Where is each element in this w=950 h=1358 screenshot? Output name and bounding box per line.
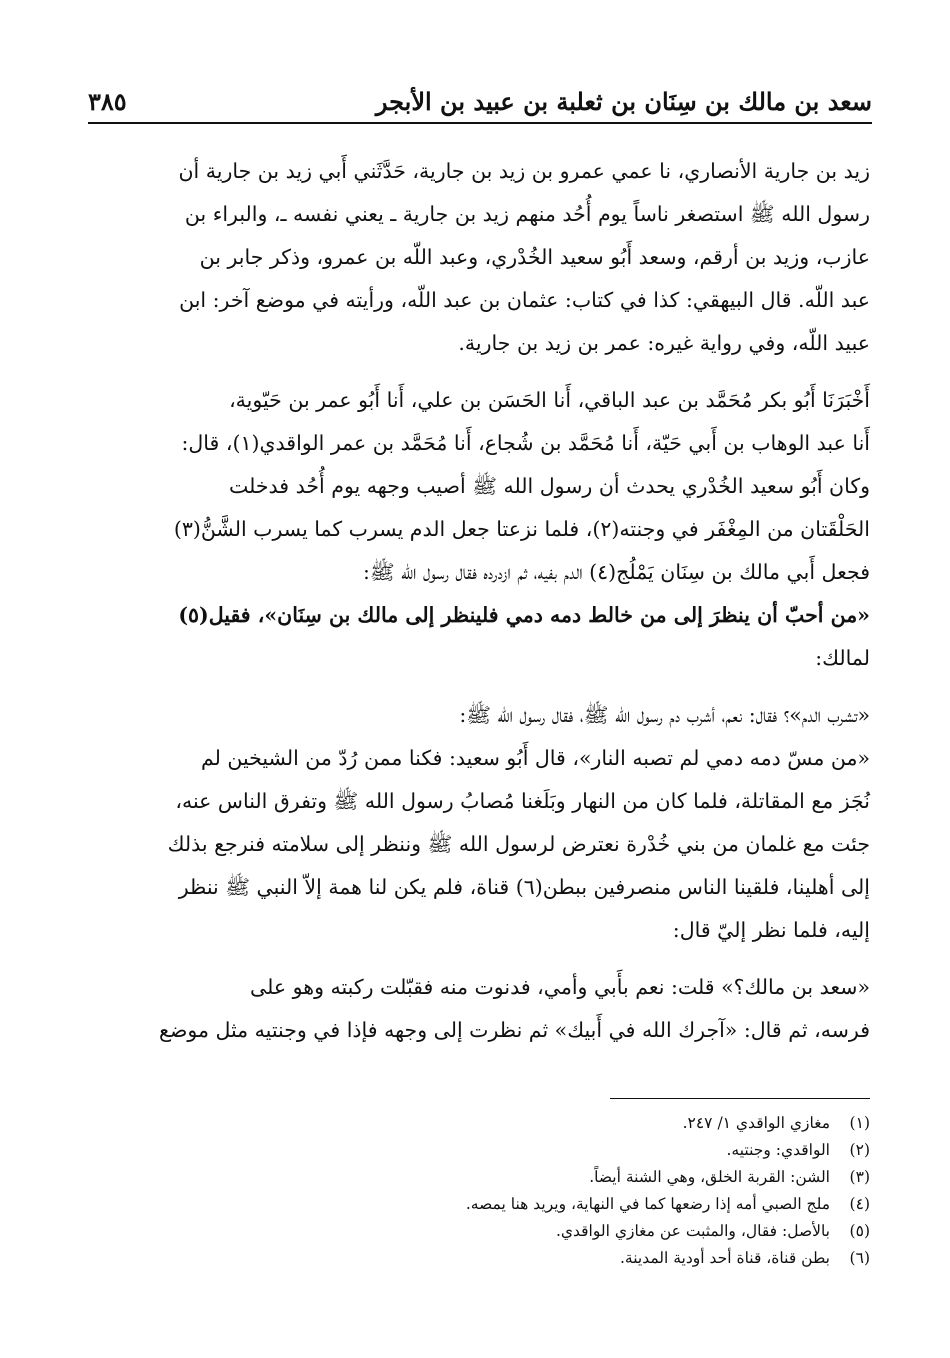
footnote	[92, 1110, 870, 1137]
footnote-text: الواقدي: وجنتيه.	[726, 1141, 830, 1159]
footnote	[92, 1218, 870, 1245]
text-line: «من أحبّ أن ينظرَ إلى من خالط دمه دمي فلينظر إلى مالك بن سِنَان»، فقيل(٥)	[178, 603, 870, 627]
footnote-text: الشن: القربة الخلق، وهي الشنة أيضاً.	[589, 1168, 830, 1186]
text-line: وكان أَبُو سعيد الخُدْري يحدث أن رسول الله ﷺ أصيب وجهه يوم أُحُد فدخلت	[228, 474, 870, 498]
paragraph-5	[92, 737, 870, 952]
paragraph-1	[92, 150, 870, 365]
text-line: «من مسّ دمه دمي لم تصبه النار»، قال أَبُو سعيد: فكنا ممن رُدّ من الشيخين لم	[200, 746, 870, 770]
paragraph-2	[92, 379, 870, 594]
footnote-number: (٤)	[849, 1195, 870, 1213]
text-line: عبيد اللّه، وفي رواية غيره: عمر بن زيد بن جارية.	[458, 331, 870, 355]
text-line: عازب، وزيد بن أرقم، وسعد أَبُو سعيد الخُدْري، وعبد اللّه بن عمرو، وذكر جابر بن	[199, 245, 870, 269]
text-line: لمالك:	[815, 646, 870, 670]
running-title: سعد بن مالك بن سِنَان بن ثعلبة بن عبيد بن الأبجر	[375, 87, 872, 116]
page-header	[88, 78, 872, 124]
footnote-divider	[610, 1098, 870, 1099]
footnote-text: بالأصل: فقال، والمثبت عن مغازي الواقدي.	[555, 1222, 830, 1240]
main-text	[92, 150, 870, 1052]
footnote-text: بطن قناة، قناة أحد أودية المدينة.	[619, 1249, 830, 1267]
footnote	[92, 1164, 870, 1191]
text-line: جئت مع غلمان من بني خُدْرة نعترض لرسول الله ﷺ وننظر إلى سلامته فنرجع بذلك	[167, 832, 870, 856]
footnote	[92, 1245, 870, 1272]
text-line: زيد بن جارية الأنصاري، نا عمي عمرو بن زيد بن جارية، حَدَّثَني أَبي زيد بن جارية أن	[178, 159, 870, 183]
footnote-number: (٥)	[849, 1222, 870, 1240]
footnote	[92, 1191, 870, 1218]
text-line: أَخْبَرَنَا أَبُو بكر مُحَمَّد بن عبد الباقي، أَنا الحَسَن بن علي، أَنا أَبُو عمر بن حَيّوية،	[229, 388, 870, 412]
text-line: «سعد بن مالك؟» قلت: نعم بأَبي وأمي، فدنوت منه فقبّلت ركبته وهو على	[250, 975, 870, 999]
text-line: نُجَز مع المقاتلة، فلما كان من النهار وبَلَغنا مُصابُ رسول الله ﷺ وتفرق الناس عنه،	[175, 789, 870, 813]
paragraph-4	[92, 694, 870, 737]
text-line: فرسه، ثم قال: «آجرك الله في أَبيك» ثم نظرت إلى وجهه فإذا في وجنتيه مثل موضع	[159, 1018, 870, 1042]
text-line: إلى أهلينا، فلقينا الناس منصرفين ببطن(٦) قناة، فلم يكن لنا همة إلاّ النبي ﷺ ننظر	[178, 875, 870, 899]
text-line: فجعل أَبي مالك بن سِنَان يَمْلُج(٤) الدم بفيه، ثم ازدرده فقال رسول الله ﷺ:	[362, 560, 870, 584]
text-line: عبد اللّه. قال البيهقي: كذا في كتاب: عثمان بن عبد اللّه، ورأيته في موضع آخر: ابن	[179, 288, 870, 312]
page-number: ٣٨٥	[88, 87, 127, 116]
footnote-number: (٣)	[849, 1168, 870, 1186]
footnote-number: (١)	[849, 1114, 870, 1132]
footnote-number: (٢)	[849, 1141, 870, 1159]
paragraph-3	[92, 594, 870, 680]
footnote-text: مغازي الواقدي ١/ ٢٤٧.	[682, 1114, 830, 1132]
footnote-text: ملج الصبي أمه إذا رضعها كما في النهاية، ويريد هنا يمصه.	[465, 1195, 830, 1213]
text-line: إليه، فلما نظر إليّ قال:	[672, 918, 870, 942]
paragraph-6	[92, 966, 870, 1052]
footnote	[92, 1137, 870, 1164]
footnotes	[92, 1110, 870, 1272]
text-line: أَنا عبد الوهاب بن أَبي حَيّة، أَنا مُحَمَّد بن شُجاع، أَنا مُحَمَّد بن عمر الواقدي(١)، قال:	[181, 431, 870, 455]
text-line: «تشرب الدم»؟ فقال: نعم، أشرب دم رسول الله ﷺ، فقال رسول الله ﷺ:	[459, 703, 870, 727]
text-line: رسول الله ﷺ استصغر ناساً يوم أُحُد منهم زيد بن جارية ـ يعني نفسه ـ، والبراء بن	[184, 202, 870, 226]
text-line: الحَلْقَتان من المِغْفَر في وجنته(٢)، فلما نزعتا جعل الدم يسرب كما يسرب الشَّنُّ(٣)	[173, 517, 870, 541]
footnote-number: (٦)	[849, 1249, 870, 1267]
